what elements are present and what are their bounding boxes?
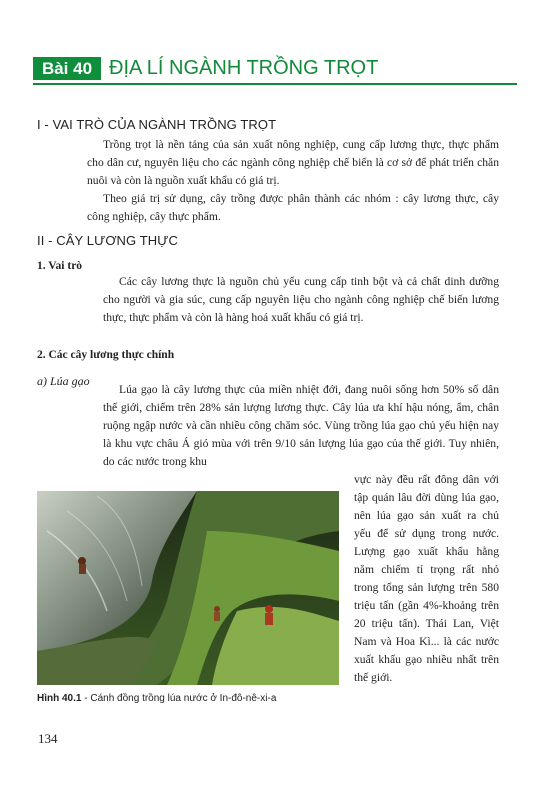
section-1-body — [87, 136, 499, 226]
section-2-heading: II - CÂY LƯƠNG THỰC — [37, 233, 178, 248]
rice-terrace-photo — [37, 491, 339, 685]
subsection-role-body — [103, 273, 499, 327]
subsection-crops-heading: 2. Các cây lương thực chính — [37, 349, 175, 361]
figure-label: Hình 40.1 — [37, 693, 82, 704]
rice-terrace-illustration — [37, 491, 339, 685]
lesson-header — [33, 52, 517, 85]
rice-paragraph-top: Lúa gạo là cây lương thực của miền nhiệt đới, đang nuôi sống hơn 50% số dân thế giới, chiếm trên 28% sản lượng lương thực. Cây lúa ưa khí hậu nóng, ẩm, chân ruộng ngập nước và cần nhiều công chăm sóc. Vùng trồng lúa gạo chủ yếu hiện nay là khu vực châu Á gió mùa với trên 9/10 sản lượng lúa gạo của thế giới. Tuy nhiên, do các nước trong khu — [103, 383, 499, 468]
title-divider — [33, 83, 517, 85]
lesson-title: ĐỊA LÍ NGÀNH TRỒNG TRỌT — [109, 57, 379, 79]
subsection-role-heading: 1. Vai trò — [37, 260, 83, 272]
rice-heading: a) Lúa gạo — [37, 374, 90, 388]
section-1-paragraph: Theo giá trị sử dụng, cây trồng được phân thành các nhóm : cây lương thực, cây công nghiệp, cây thực phẩm. — [87, 192, 499, 223]
lesson-badge: Bài 40 — [33, 57, 101, 80]
page-number: 134 — [38, 731, 58, 746]
figure-caption-text: - Cánh đồng trồng lúa nước ở In-đô-nê-xi-a — [81, 693, 277, 704]
role-paragraph: Các cây lương thực là nguồn chủ yếu cung cấp tinh bột và cả chất dinh dưỡng cho người và gia súc, cung cấp nguyên liệu cho ngành công nghiệp chế biến lương thực, thực phẩm và còn là hàng hoá xuất khẩu có giá trị. — [103, 275, 499, 324]
section-1-heading: I - VAI TRÒ CỦA NGÀNH TRỒNG TRỌT — [37, 117, 277, 132]
section-1-paragraph: Trồng trọt là nền tảng của sản xuất nông nghiệp, cung cấp lương thực, thực phẩm cho dân cư, nguyên liệu cho các ngành công nghiệp chế biến là cơ sở để phát triển chăn nuôi và còn là nguồn xuất khẩu có giá trị. — [87, 138, 499, 187]
rice-body-side: vực này đều rất đông dân với tập quán lâu đời dùng lúa gạo, nên lúa gạo sản xuất ra chủ yếu để sử dụng trong nước. Lượng gạo xuất khẩu hằng năm chiếm tỉ trọng rất nhỏ trong tổng sản lượng trên 580 triệu tấn (gần 4%-khoảng trên 20 triệu tấn). Thái Lan, Việt Nam và Hoa Kì... là các nước xuất khẩu gạo nhiều nhất trên thế giới. — [354, 473, 499, 684]
figure-caption — [37, 693, 276, 704]
rice-body-top — [103, 381, 499, 471]
